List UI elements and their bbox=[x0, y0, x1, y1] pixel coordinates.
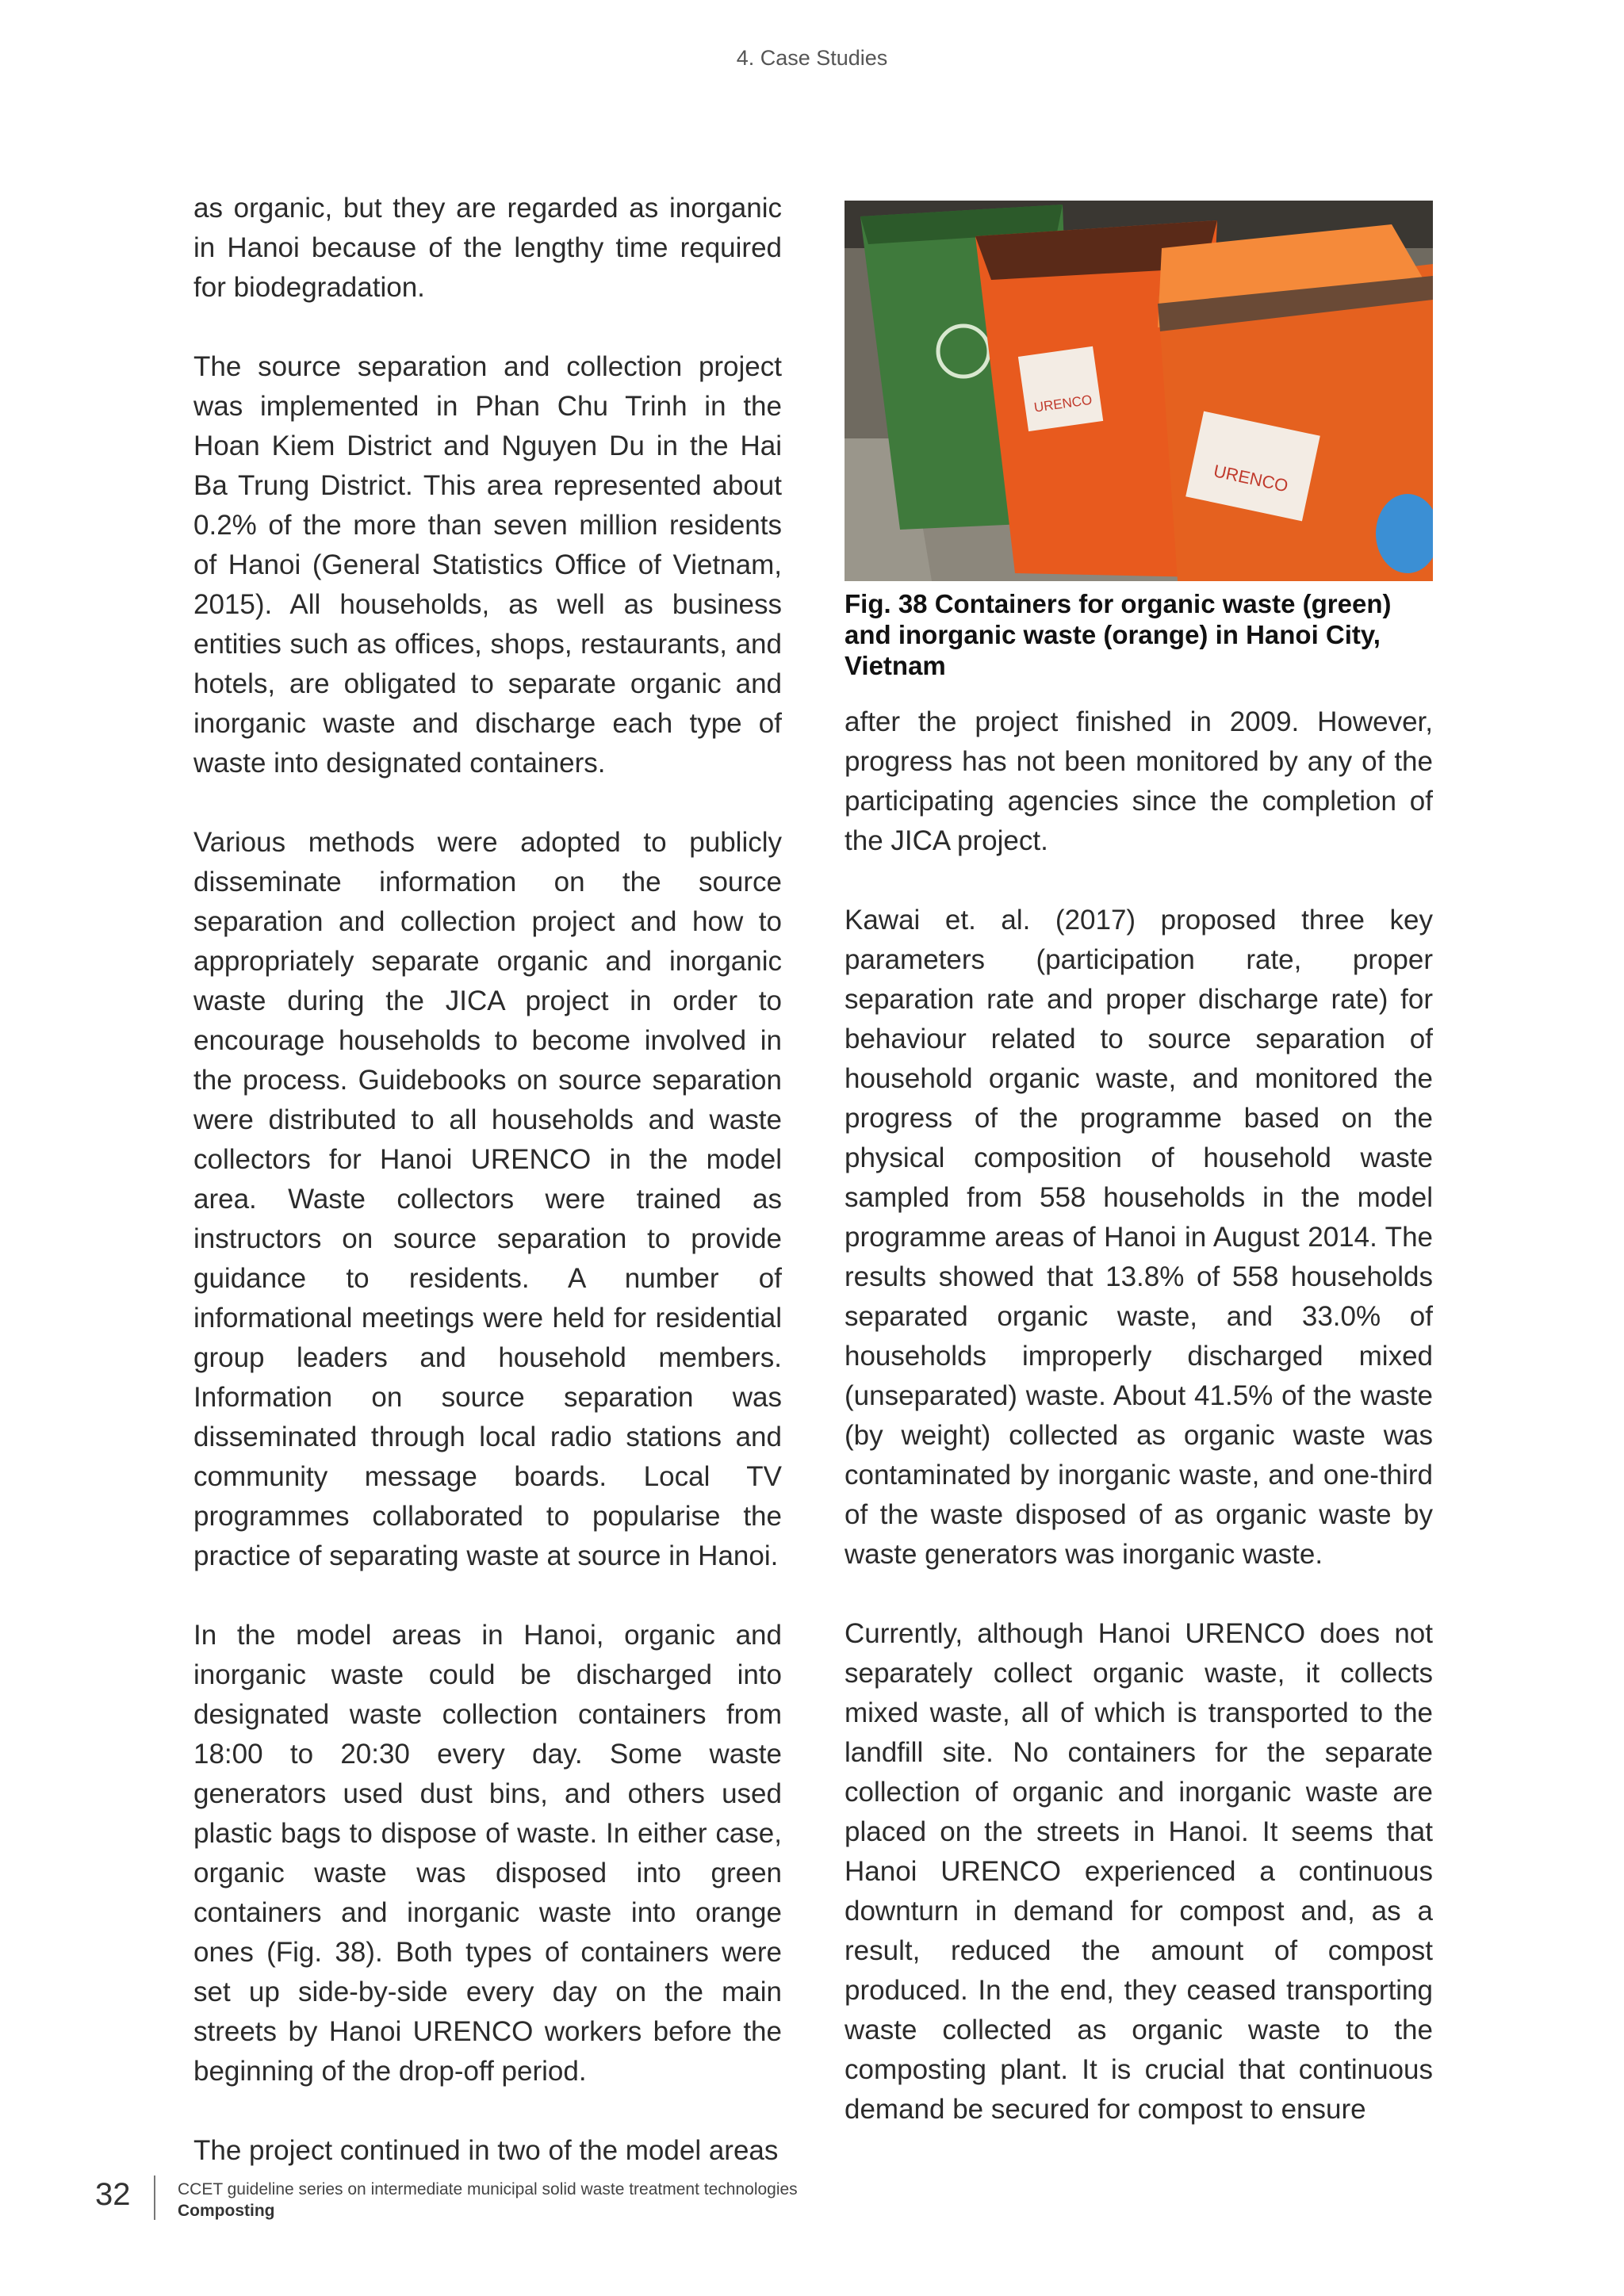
page-number: 32 bbox=[95, 2177, 131, 2212]
paragraph: Various methods were adopted to publicly disseminate information on the source separation and collection project and how to appropriately separate organic and inorganic waste during the JICA project in order to encourage households to become involved in the process. Guidebooks on source separation were distributed to all households and waste collectors for Hanoi URENCO in the model area. Waste collectors were trained as instructors on source separation to provide guidance to residents. A number of informational meetings were held for residential group leaders and household members. Information on source separation was disseminated through local radio stations and community message boards. Local TV programmes collaborated to popularise the practice of separating waste at source in Hanoi. bbox=[193, 827, 782, 1571]
paragraph: The project continued in two of the model areas bbox=[193, 2135, 779, 2166]
paragraph: Kawai et. al. (2017) proposed three key parameters (participation rate, proper separation rate and proper discharge rate) for behaviour related to source separation of household organic waste, and monitored the progress of the programme based on the physical composition of household waste sampled from 558 households in the model programme areas of Hanoi in August 2014. The results showed that 13.8% of 558 households separated organic waste, and 33.0% of households improperly discharged mixed (unseparated) waste. About 41.5% of the waste (by weight) collected as organic waste was contaminated by inorganic waste, and one-third of the waste disposed of as organic waste by waste generators was inorganic waste. bbox=[845, 905, 1433, 1570]
figure-caption: Fig. 38 Containers for organic waste (green) and inorganic waste (orange) in Hanoi City, Vietnam bbox=[845, 589, 1392, 680]
paragraph: as organic, but they are regarded as inorganic in Hanoi because of the lengthy time required for biodegradation. bbox=[193, 193, 782, 303]
paragraph: The source separation and collection project was implemented in Phan Chu Trinh in the Hoan Kiem District and Nguyen Du in the Hai Ba Trung District. This area represented about 0.2% of the more than seven million residents of Hanoi (General Statistics Office of Vietnam, 2015). All households, as well as business entities such as offices, shops, restaurants, and hotels, are obligated to separate organic and inorganic waste and discharge each type of waste into designated containers. bbox=[193, 351, 782, 779]
paragraph: after the project finished in 2009. However, progress has not been monitored by any of the participating agencies since the completion of the JICA project. bbox=[845, 706, 1433, 856]
footer-divider bbox=[154, 2175, 155, 2220]
running-head: 4. Case Studies bbox=[736, 46, 888, 70]
urenco-sticker-1 bbox=[1018, 346, 1103, 431]
waste-containers-photo bbox=[845, 201, 1433, 581]
urenco-logo-text-1: URENCO bbox=[1032, 392, 1094, 415]
series-title: CCET guideline series on intermediate municipal solid waste treatment technologies bbox=[178, 2180, 798, 2198]
figure-photo bbox=[845, 201, 1433, 581]
left-column bbox=[193, 189, 782, 2171]
footer-series bbox=[178, 2179, 798, 2221]
series-subtitle: Composting bbox=[178, 2202, 275, 2220]
urenco-logo-text-2: URENCO bbox=[1212, 461, 1290, 496]
paragraph: Currently, although Hanoi URENCO does not separately collect organic waste, it collects mixed waste, all of which is transported to the landfill site. No containers for the separate collection of organic and inorganic waste are placed on the streets in Hanoi. It seems that Hanoi URENCO experienced a continuous downturn in demand for compost and, as a result, reduced the amount of compost produced. In the end, they ceased transporting waste collected as organic waste to the composting plant. It is crucial that continuous demand be secured for compost to ensure bbox=[845, 1618, 1433, 2125]
paragraph: In the model areas in Hanoi, organic and inorganic waste could be discharged into designated waste collection containers from 18:00 to 20:30 every day. Some waste generators used dust bins, and others used plastic bags to dispose of waste. In either case, organic waste was disposed into green containers and inorganic waste into orange ones (Fig. 38). Both types of containers were set up side-by-side every day on the main streets by Hanoi URENCO workers before the beginning of the drop-off period. bbox=[193, 1620, 782, 2087]
right-column bbox=[845, 702, 1433, 2130]
